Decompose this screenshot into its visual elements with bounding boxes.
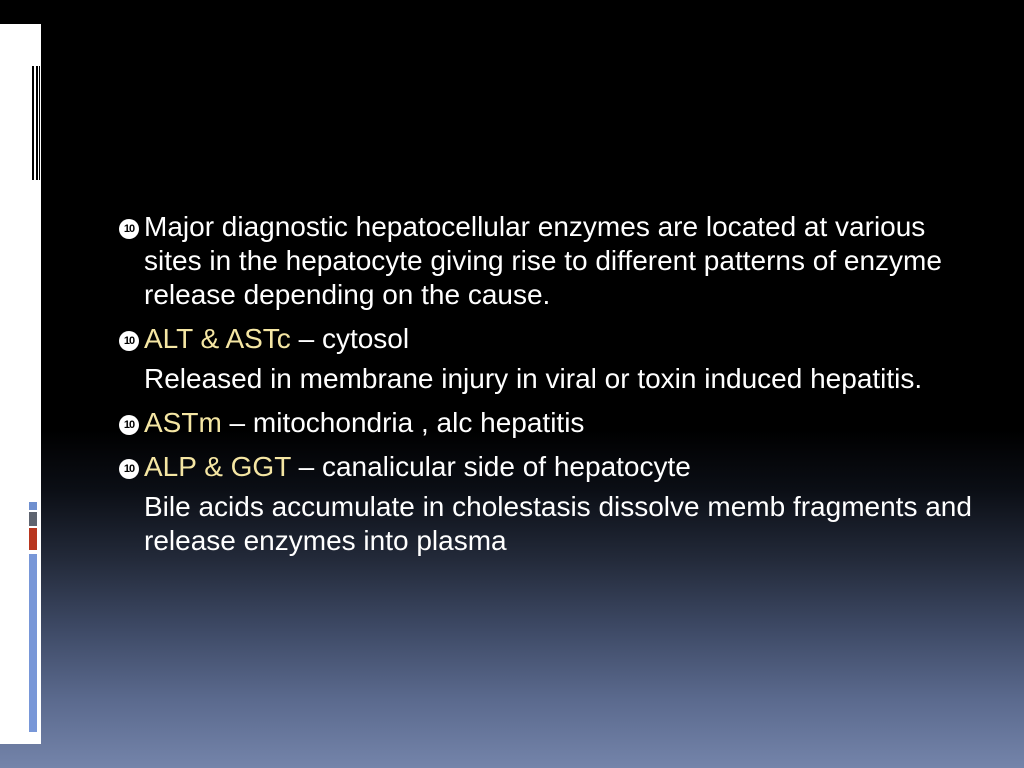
bullet-text: – canalicular side of hepatocyte — [290, 451, 691, 482]
continuation-text — [117, 490, 977, 558]
decorative-bars — [29, 66, 41, 180]
accent-strip-blue-long — [29, 554, 37, 732]
bullet-item — [117, 322, 977, 356]
bullet-text: Major diagnostic hepatocellular enzymes are located at various sites in the hepatocyte giving rise to different patterns of enzyme release depending on the cause. — [144, 211, 942, 310]
bullet-highlight: ALT & ASTc — [144, 323, 291, 354]
bullet-10-icon: 10 — [119, 459, 139, 479]
bullet-text: – cytosol — [290, 323, 410, 354]
bullet-item — [117, 450, 977, 484]
continuation-text-body: Bile acids accumulate in cholestasis dissolve memb fragments and release enzymes into plasma — [144, 491, 972, 556]
bullet-item — [117, 406, 977, 440]
accent-strip-red — [29, 528, 37, 550]
bullet-10-icon: 10 — [119, 331, 139, 351]
bullet-highlight: ALP & GGT — [144, 451, 291, 482]
accent-strip-blue-small — [29, 502, 37, 510]
bullet-text: – mitochondria , alc hepatitis — [221, 407, 585, 438]
continuation-text-body: Released in membrane injury in viral or toxin induced hepatitis. — [144, 363, 923, 394]
bullet-highlight: ASTm — [144, 407, 222, 438]
bullet-10-icon: 10 — [119, 415, 139, 435]
bullet-10-icon: 10 — [119, 219, 139, 239]
continuation-text — [117, 362, 977, 396]
bullet-item — [117, 210, 977, 312]
accent-strip-gray — [29, 512, 37, 526]
slide-content — [117, 210, 977, 568]
